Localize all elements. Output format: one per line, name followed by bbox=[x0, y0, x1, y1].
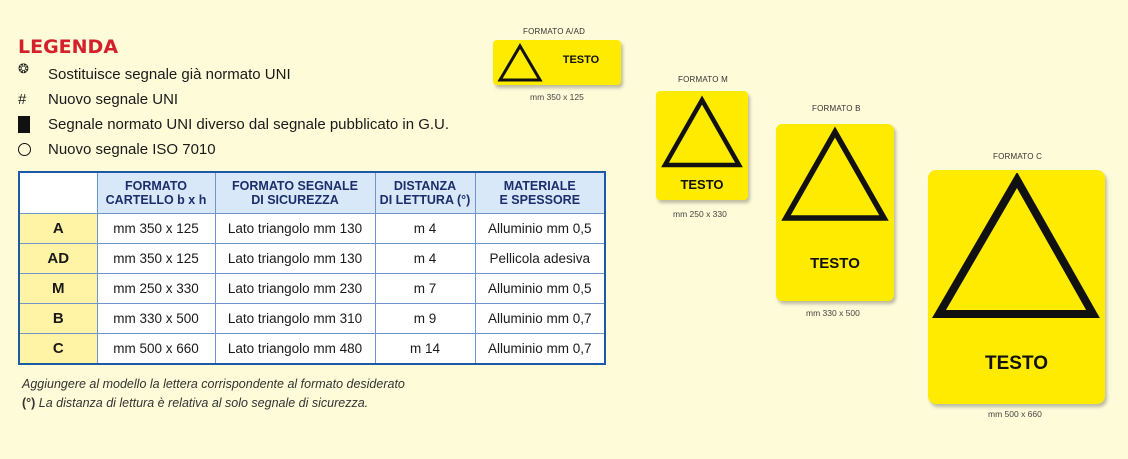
header-formato-cartello: FORMATO CARTELLO b x h bbox=[97, 172, 215, 214]
footnote-reading-distance bbox=[22, 396, 368, 410]
footnote-reading-distance-text: La distanza di lettura è relativa al solo segnale di sicurezza. bbox=[35, 396, 369, 410]
warning-triangle-icon bbox=[781, 126, 889, 226]
cell-materiale: Alluminio mm 0,7 bbox=[475, 334, 605, 365]
header-distanza: DISTANZA DI LETTURA (°) bbox=[375, 172, 475, 214]
format-b-dimensions: mm 330 x 500 bbox=[806, 308, 860, 318]
cell-materiale: Alluminio mm 0,5 bbox=[475, 214, 605, 244]
cell-cartello: mm 500 x 660 bbox=[97, 334, 215, 365]
legend-item-text: Segnale normato UNI diverso dal segnale pubblicato in G.U. bbox=[48, 116, 450, 133]
row-code: A bbox=[19, 214, 97, 244]
cell-materiale: Pellicola adesiva bbox=[475, 244, 605, 274]
format-b-label: FORMATO B bbox=[812, 104, 861, 113]
cell-materiale: Alluminio mm 0,7 bbox=[475, 304, 605, 334]
legend-item-text: Nuovo segnale UNI bbox=[48, 91, 179, 108]
table-row bbox=[19, 334, 605, 365]
sign-format-m bbox=[656, 91, 748, 200]
cell-cartello: mm 250 x 330 bbox=[97, 274, 215, 304]
cell-segnale: Lato triangolo mm 480 bbox=[215, 334, 375, 365]
format-m-dimensions: mm 250 x 330 bbox=[673, 209, 727, 219]
table-row bbox=[19, 274, 605, 304]
cell-distanza: m 7 bbox=[375, 274, 475, 304]
sign-text: TESTO bbox=[562, 54, 600, 66]
legend-item-uni-different bbox=[18, 116, 449, 133]
cell-segnale: Lato triangolo mm 310 bbox=[215, 304, 375, 334]
cell-segnale: Lato triangolo mm 130 bbox=[215, 244, 375, 274]
cell-segnale: Lato triangolo mm 230 bbox=[215, 274, 375, 304]
table-row bbox=[19, 304, 605, 334]
table-header-corner bbox=[19, 172, 97, 214]
row-code: M bbox=[19, 274, 97, 304]
legend-item-text: Nuovo segnale ISO 7010 bbox=[48, 141, 216, 158]
header-formato-segnale: FORMATO SEGNALE DI SICUREZZA bbox=[215, 172, 375, 214]
legend-item-new-iso bbox=[18, 141, 216, 158]
asterisk-icon: ❂ bbox=[18, 60, 29, 76]
row-code: B bbox=[19, 304, 97, 334]
cell-cartello: mm 350 x 125 bbox=[97, 244, 215, 274]
cell-distanza: m 14 bbox=[375, 334, 475, 365]
cell-materiale: Alluminio mm 0,5 bbox=[475, 274, 605, 304]
legend-item-replaces-uni bbox=[18, 60, 291, 83]
cell-cartello: mm 350 x 125 bbox=[97, 214, 215, 244]
footnote-degree-mark: (°) bbox=[22, 396, 36, 410]
format-m-label: FORMATO M bbox=[678, 75, 728, 84]
sign-format-b bbox=[776, 124, 894, 301]
legend-item-text: Sostituisce segnale già normato UNI bbox=[48, 66, 291, 83]
format-table bbox=[18, 171, 606, 365]
format-c-dimensions: mm 500 x 660 bbox=[988, 409, 1042, 419]
hash-symbol: # bbox=[18, 91, 27, 108]
sign-format-a-ad bbox=[493, 40, 621, 85]
row-code: C bbox=[19, 334, 97, 365]
table-row bbox=[19, 244, 605, 274]
sign-format-c bbox=[928, 170, 1105, 404]
sign-text: TESTO bbox=[985, 353, 1048, 374]
warning-triangle-icon bbox=[497, 43, 543, 83]
format-c-label: FORMATO C bbox=[993, 152, 1043, 161]
row-code: AD bbox=[19, 244, 97, 274]
cell-distanza: m 9 bbox=[375, 304, 475, 334]
sign-text: TESTO bbox=[810, 255, 860, 272]
format-a-ad-dimensions: mm 350 x 125 bbox=[530, 92, 584, 102]
cell-cartello: mm 330 x 500 bbox=[97, 304, 215, 334]
cell-distanza: m 4 bbox=[375, 244, 475, 274]
legend-item-new-uni bbox=[18, 91, 178, 108]
black-block-icon bbox=[18, 116, 48, 133]
warning-triangle-icon bbox=[931, 173, 1101, 323]
table-header-row bbox=[19, 172, 605, 214]
footnote-format-letter: Aggiungere al modello la lettera corrispondente al formato desiderato bbox=[22, 377, 405, 391]
warning-triangle-icon bbox=[660, 95, 744, 171]
table-row bbox=[19, 214, 605, 244]
header-materiale: MATERIALE E SPESSORE bbox=[475, 172, 605, 214]
cell-distanza: m 4 bbox=[375, 214, 475, 244]
circle-icon bbox=[18, 143, 48, 156]
cell-segnale: Lato triangolo mm 130 bbox=[215, 214, 375, 244]
legend-title: LEGENDA bbox=[18, 36, 119, 58]
format-a-ad-label: FORMATO A/AD bbox=[523, 27, 586, 36]
sign-text: TESTO bbox=[680, 177, 724, 192]
